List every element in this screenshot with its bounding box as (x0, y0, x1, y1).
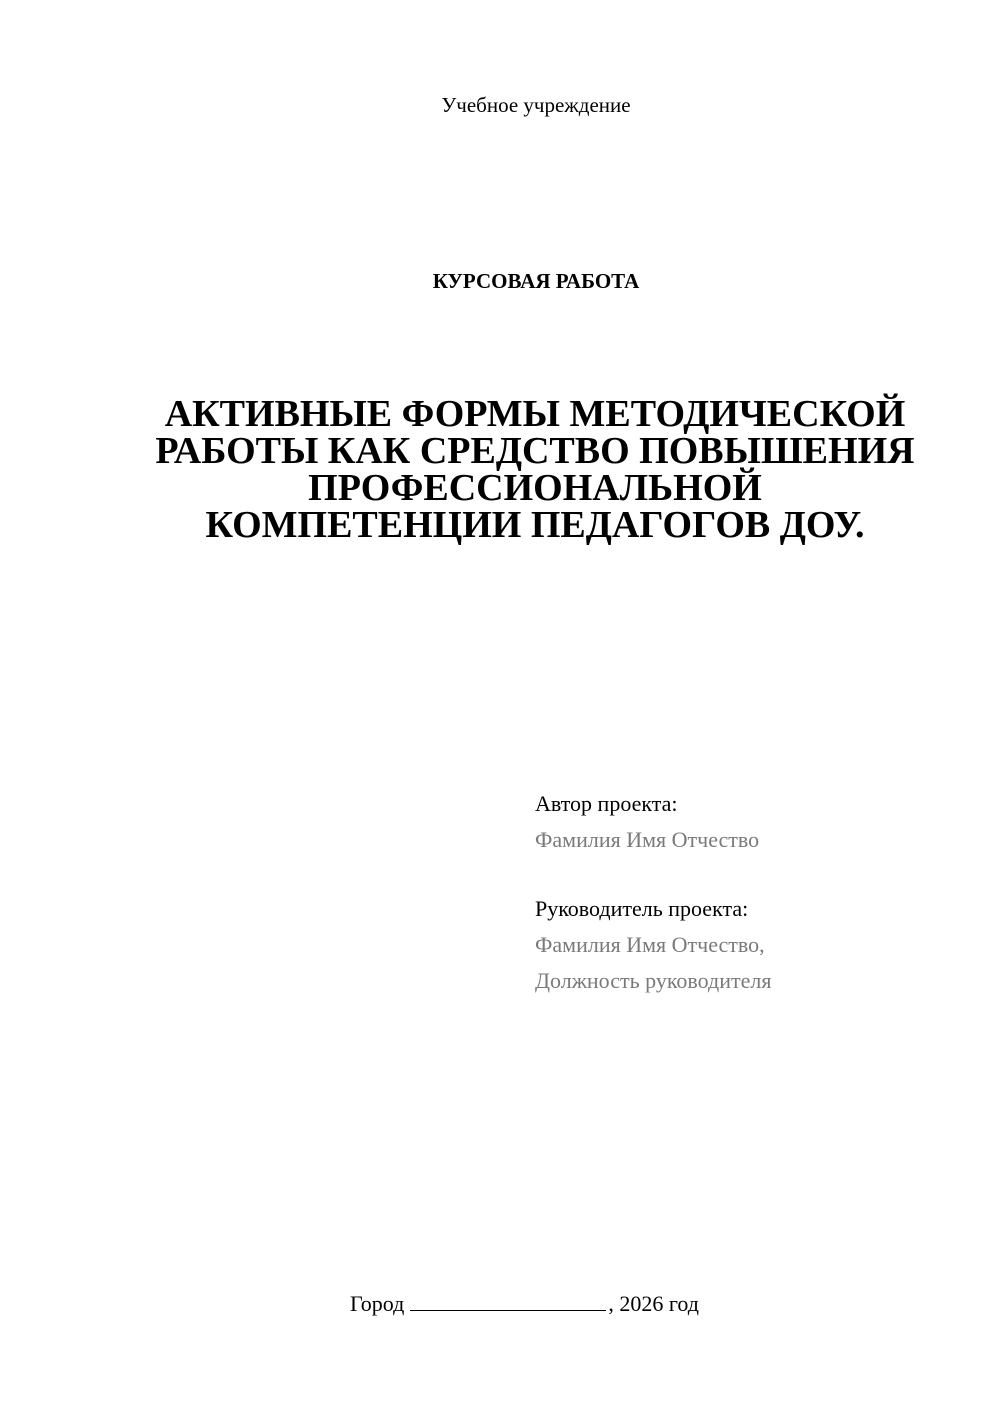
document-type: КУРСОВАЯ РАБОТА (432, 269, 640, 293)
supervisor-position: Должность руководителя (535, 968, 772, 993)
author-name: Фамилия Имя Отчество (535, 827, 760, 852)
title-line: РАБОТЫ КАК СРЕДСТВО ПОВЫШЕНИЯ (155, 430, 915, 472)
city-year-line (350, 1288, 850, 1320)
supervisor-block (535, 891, 975, 999)
institution-name: Учебное учреждение (441, 93, 631, 117)
author-label: Автор проекта: (535, 791, 678, 816)
supervisor-name: Фамилия Имя Отчество, (535, 932, 765, 957)
author-block (535, 786, 975, 858)
title-line: АКТИВНЫЕ ФОРМЫ МЕТОДИЧЕСКОЙ (164, 393, 906, 435)
document-title (100, 393, 970, 546)
title-line: ПРОФЕССИОНАЛЬНОЙ (308, 467, 762, 509)
city-blank-underline (410, 1288, 606, 1311)
title-line: КОМПЕТЕНЦИИ ПЕДАГОГОВ ДОУ. (205, 504, 865, 546)
supervisor-label: Руководитель проекта: (535, 896, 749, 921)
city-label: Город (350, 1291, 405, 1316)
year-text: , 2026 год (608, 1291, 699, 1316)
